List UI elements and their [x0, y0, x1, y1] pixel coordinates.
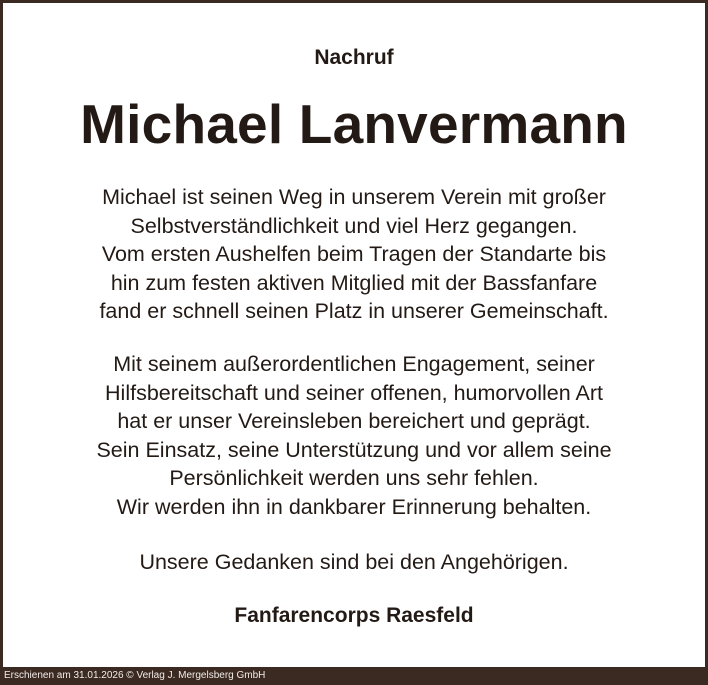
- text-line: Wir werden ihn in dankbarer Erinnerung behalten.: [116, 494, 592, 519]
- text-line: hin zum festen aktiven Mitglied mit der Bassfanfare: [110, 270, 598, 295]
- signature: Fanfarencorps Raesfeld: [234, 604, 474, 627]
- text-line: Michael ist seinen Weg in unserem Verein mit großer: [102, 185, 606, 209]
- notice-kicker: Nachruf: [314, 46, 394, 69]
- paragraph-condolence: [3, 548, 705, 577]
- text-line: Unsere Gedanken sind bei den Angehörigen.: [139, 550, 569, 574]
- text-line: Selbstverständlichkeit und viel Herz gegangen.: [130, 213, 578, 238]
- text-line: Mit seinem außerordentlichen Engagement, seiner: [113, 352, 595, 376]
- text-line: Hilfsbereitschaft und seiner offenen, humorvollen Art: [105, 380, 603, 405]
- deceased-name: Michael Lanvermann: [80, 93, 628, 155]
- publication-footer: Erschienen am 31.01.2026 © Verlag J. Mergelsberg GmbH: [0, 667, 708, 685]
- text-line: hat er unser Vereinsleben bereichert und geprägt.: [117, 409, 591, 434]
- text-line: Sein Einsatz, seine Unterstützung und vor allem seine: [96, 437, 612, 462]
- text-line: Vom ersten Aushelfen beim Tragen der Standarte bis: [101, 242, 607, 267]
- text-line: Persönlichkeit werden uns sehr fehlen.: [169, 466, 539, 491]
- text-line: fand er schnell seinen Platz in unserer Gemeinschaft.: [99, 299, 609, 324]
- paragraph-tribute: [3, 183, 705, 326]
- paragraph-engagement: [3, 350, 705, 522]
